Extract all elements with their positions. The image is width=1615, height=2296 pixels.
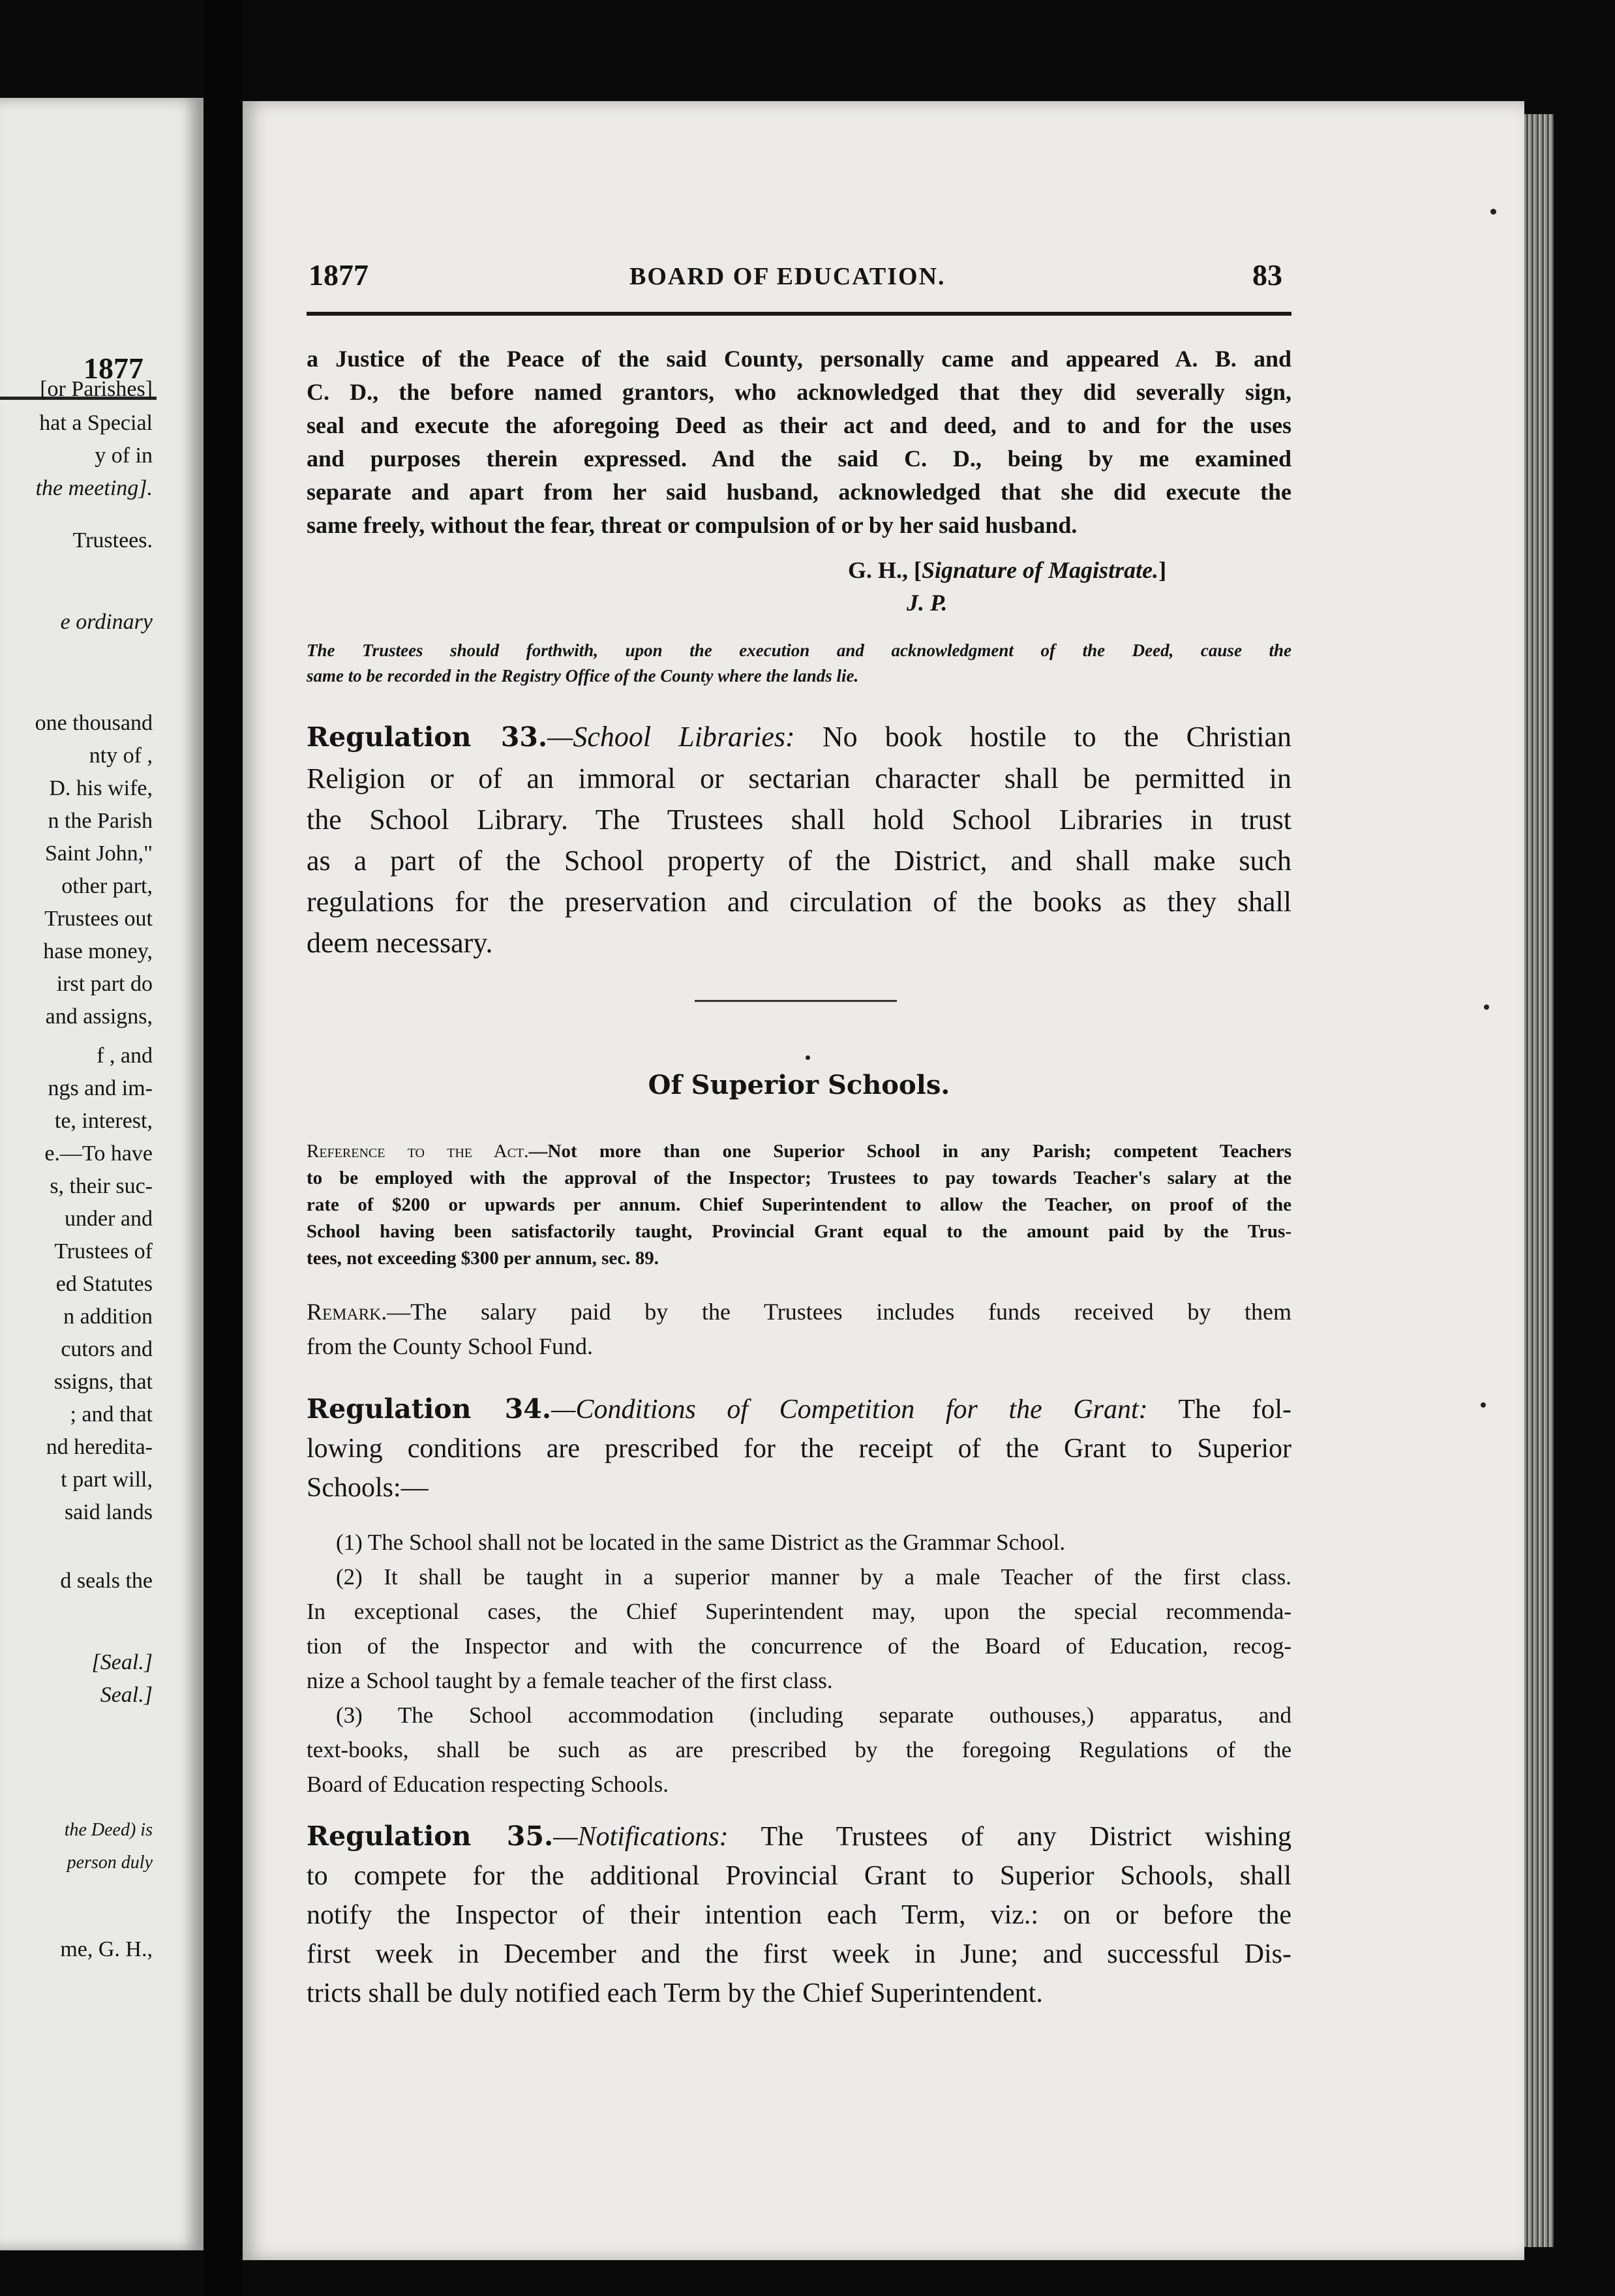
left-page-year: 1877	[83, 352, 143, 385]
deed-acknowledgment-paragraph	[307, 342, 1291, 542]
left-page-line: one thousand	[35, 711, 153, 735]
reference-label: Reference to the Act.	[307, 1141, 529, 1162]
magistrate-signature-line: G. H., [Signature of Magistrate.]	[848, 557, 1167, 583]
regulation-33-line: deem necessary.	[307, 927, 493, 959]
remark-label: Remark.	[307, 1299, 387, 1325]
deed-line: separate and apart from her said husband, acknowledged that she did execute the	[307, 479, 1291, 505]
left-page-line: Saint John,"	[44, 841, 153, 866]
condition-line: (3) The School accommodation (including separate outhouses,) apparatus, and	[336, 1702, 1291, 1728]
deed-line: seal and execute the aforegoing Deed as their act and deed, and to and for the uses	[307, 412, 1291, 438]
regulation-35-label: Regulation 35.	[307, 1820, 554, 1852]
regulation-35-first-line: Regulation 35.—Notifications: The Trustees of any District wishing	[307, 1820, 1291, 1852]
left-page-line: f , and	[97, 1044, 153, 1068]
left-page-line: irst part do	[56, 972, 153, 996]
regulation-34	[307, 1389, 1291, 1507]
trustee-recording-note	[307, 638, 1291, 689]
regulation-33-first-line: Regulation 33.—School Libraries: No book hostile to the Christian	[307, 721, 1291, 753]
left-page-line: Trustees.	[72, 528, 153, 552]
scan-speck	[1481, 1402, 1486, 1408]
regulation-33-line: as a part of the School property of the District, and shall make such	[307, 845, 1291, 877]
left-page-line: D. his wife,	[49, 776, 153, 800]
left-page-line: Trustees out	[44, 907, 153, 931]
left-page-line: ; and that	[70, 1402, 153, 1427]
section-title: Of Superior Schools.	[648, 1070, 950, 1100]
left-page-line: y of in	[95, 444, 153, 468]
left-page-line: Seal.]	[100, 1683, 153, 1707]
left-page-line: me, G. H.,	[60, 1937, 153, 1961]
condition-line: (2) It shall be taught in a superior manner by a male Teacher of the first class.	[336, 1564, 1291, 1590]
condition-line: (1) The School shall not be located in the same District as the Grammar School.	[336, 1530, 1066, 1555]
regulation-35-line: first week in December and the first week in June; and successful Dis-	[307, 1939, 1291, 1969]
left-page-line: e ordinary	[60, 610, 153, 634]
condition-line: text-books, shall be such as are prescribed by the foregoing Regulations of the	[307, 1737, 1291, 1762]
regulation-33-topic: —School Libraries:	[547, 721, 795, 753]
condition-line: In exceptional cases, the Chief Superintendent may, upon the special recommenda-	[307, 1599, 1291, 1624]
regulation-34-line: Schools:—	[307, 1473, 429, 1503]
remark-line: from the County School Fund.	[307, 1333, 593, 1359]
left-page-line: n addition	[63, 1305, 153, 1329]
reference-line: tees, not exceeding $300 per annum, sec. 89.	[307, 1248, 659, 1269]
deed-line: same freely, without the fear, threat or compulsion of or by her said husband.	[307, 512, 1078, 538]
book-gutter	[204, 0, 243, 2296]
left-page-line: said lands	[64, 1500, 153, 1524]
regulation-33-line: Religion or of an immoral or sectarian character shall be permitted in	[307, 763, 1291, 794]
left-page-line: under and	[64, 1207, 153, 1231]
left-page-line: t part will,	[61, 1468, 153, 1492]
conditions-list	[307, 1525, 1291, 1802]
regulation-34-first-line: Regulation 34.—Conditions of Competition for the Grant: The fol-	[307, 1393, 1291, 1425]
left-page-line: ssigns, that	[53, 1370, 153, 1394]
left-facing-page	[0, 98, 204, 2250]
left-page-line: [Seal.]	[91, 1650, 153, 1674]
scan-speck	[806, 1055, 810, 1060]
section-divider	[695, 1000, 897, 1002]
left-page-line: n the Parish	[48, 809, 153, 833]
left-page-line: d seals the	[60, 1569, 153, 1593]
deed-line: and purposes therein expressed. And the said C. D., being by me examined	[307, 446, 1291, 472]
reference-line: rate of $200 or upwards per annum. Chief Superintendent to allow the Teacher, on proof of the	[307, 1194, 1291, 1215]
condition-line: tion of the Inspector and with the concurrence of the Board of Education, recog-	[307, 1633, 1291, 1659]
regulation-34-label: Regulation 34.	[307, 1393, 552, 1425]
scan-speck	[1484, 1004, 1489, 1010]
regulation-35-line: tricts shall be duly notified each Term by the Chief Superintendent.	[307, 1978, 1043, 2008]
left-page-line: the Deed) is	[64, 1820, 153, 1840]
reference-line: School having been satisfactorily taught, Provincial Grant equal to the amount paid by the Trus-	[307, 1221, 1291, 1242]
running-header-year: 1877	[309, 258, 369, 292]
regulation-34-line: lowing conditions are prescribed for the receipt of the Grant to Superior	[307, 1434, 1291, 1464]
left-page-line: and assigns,	[45, 1004, 153, 1029]
left-page-line: the meeting].	[35, 476, 153, 500]
reference-first-line: Reference to the Act.—Not more than one Superior School in any Parish; competent Teachers	[307, 1141, 1291, 1162]
left-page-line: nd heredita-	[46, 1435, 153, 1459]
remark-paragraph	[307, 1295, 1291, 1364]
scan-speck	[1490, 209, 1496, 215]
left-page-line: [or Parishes]	[40, 377, 153, 401]
left-page-line: nty of ,	[89, 744, 153, 768]
left-page-line: ed Statutes	[55, 1272, 153, 1296]
regulation-33-line: regulations for the preservation and circulation of the books as they shall	[307, 886, 1291, 918]
signature-placeholder: Signature of Magistrate.	[922, 557, 1159, 583]
left-page-line: cutors and	[61, 1337, 153, 1361]
regulation-33-line: the School Library. The Trustees shall hold School Libraries in trust	[307, 804, 1291, 836]
left-page-line: e.—To have	[44, 1141, 153, 1166]
left-page-line: hase money,	[43, 939, 153, 963]
deed-line: C. D., the before named grantors, who acknowledged that they did severally sign,	[307, 379, 1291, 405]
regulation-33	[307, 716, 1291, 963]
regulation-35-line: to compete for the additional Provincial Grant to Superior Schools, shall	[307, 1861, 1291, 1891]
condition-line: nize a School taught by a female teacher of the first class.	[307, 1668, 833, 1693]
regulation-35-topic: —Notifications:	[553, 1822, 729, 1852]
justice-of-peace-mark: J. P.	[907, 590, 948, 616]
left-page-line: other part,	[61, 874, 153, 898]
left-page-line: Trustees of	[54, 1239, 153, 1263]
regulation-34-topic: —Conditions of Competition for the Grant:	[551, 1395, 1148, 1425]
regulation-35-line: notify the Inspector of their intention each Term, viz.: on or before the	[307, 1900, 1291, 1930]
left-page-line: person duly	[67, 1852, 153, 1873]
header-rule	[307, 312, 1291, 316]
left-page-line: hat a Special	[39, 411, 153, 435]
page-number: 83	[1252, 258, 1282, 292]
running-header-title: BOARD OF EDUCATION.	[629, 263, 946, 290]
condition-line: Board of Education respecting Schools.	[307, 1772, 669, 1797]
deed-line: a Justice of the Peace of the said County, personally came and appeared A. B. and	[307, 346, 1291, 372]
remark-first-line: Remark.—The salary paid by the Trustees includes funds received by them	[307, 1299, 1291, 1325]
left-page-line: ngs and im-	[48, 1076, 153, 1100]
regulation-35	[307, 1817, 1291, 2013]
regulation-33-label: Regulation 33.	[307, 721, 548, 753]
left-page-line: te, interest,	[54, 1109, 153, 1133]
note-line: same to be recorded in the Registry Office of the County where the lands lie.	[307, 666, 859, 686]
reference-to-act	[307, 1138, 1291, 1272]
reference-line: to be employed with the approval of the Inspector; Trustees to pay towards Teacher's salary at the	[307, 1168, 1291, 1188]
left-page-line: s, their suc-	[50, 1174, 153, 1198]
note-line: The Trustees should forthwith, upon the execution and acknowledgment of the Deed, cause the	[307, 641, 1291, 660]
page-edges	[1524, 114, 1554, 2247]
